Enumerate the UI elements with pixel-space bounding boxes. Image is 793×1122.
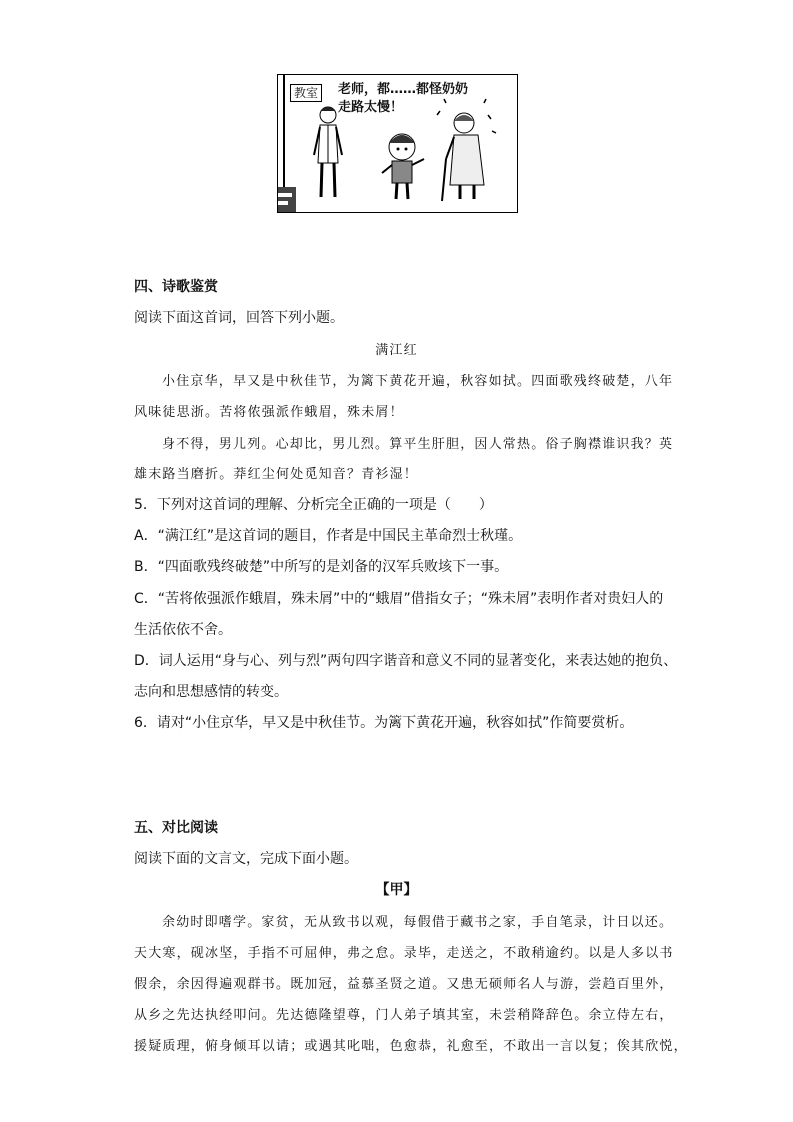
option-c: C．“苦将侬强派作蛾眉，殊未屑”中的“蛾眉”借指女子；“殊未屑”表明作者对贵妇人的	[134, 591, 664, 607]
option-d: D．词人运用“身与心、列与烈”两句四字谐音和意义不同的显著变化，来表达她的抱负、	[134, 653, 678, 669]
passage-line: 从乡之先达执经叩问。先达德隆望尊，门人弟子填其室，未尝稍降辞色。余立侍左右，	[134, 1008, 674, 1023]
option-d-continued: 志向和思想感情的转变。	[134, 684, 288, 700]
boy-figure	[382, 134, 424, 199]
speech-line: 老师，都……都怪奶奶	[338, 82, 469, 97]
passage-label: 【甲】	[375, 882, 418, 898]
classroom-sign: 教室	[290, 84, 322, 102]
option-c-continued: 生活依依不舍。	[134, 622, 232, 638]
poem-line: 雄末路当磨折。莽红尘何处觅知音？青衫湿！	[134, 467, 419, 482]
instruction-text: 阅读下面的文言文，完成下面小题。	[134, 851, 358, 867]
section-heading: 四、诗歌鉴赏	[134, 279, 218, 295]
poem-line: 身不得，男儿列。心却比，男儿烈。算平生肝胆，因人常热。俗子胸襟谁识我？英	[162, 437, 674, 452]
option-b: B．“四面歌残终破楚”中所写的是刘备的汉军兵败垓下一事。	[134, 559, 509, 575]
option-a: A．“满江红”是这首词的题目，作者是中国民主革命烈士秋瑾。	[134, 528, 523, 544]
instruction-text: 阅读下面这首词，回答下列小题。	[134, 310, 344, 326]
comic-illustration	[277, 74, 518, 213]
question-5: 5．下列对这首词的理解、分析完全正确的一项是（ ）	[134, 497, 493, 513]
speech-line: 走路太慢！	[338, 100, 404, 115]
passage-line: 天大寒，砚冰坚，手指不可屈伸，弗之怠。录毕，走送之，不敢稍逾约。以是人多以书	[134, 946, 674, 961]
teacher-figure	[314, 107, 342, 197]
passage-line: 余幼时即嗜学。家贫，无从致书以观，每假借于藏书之家，手自笔录，计日以还。	[162, 915, 674, 930]
question-6: 6．请对“小住京华，早又是中秋佳节。为篱下黄花开遍，秋容如拭”作简要赏析。	[134, 715, 634, 731]
poem-title: 满江红	[375, 343, 418, 358]
passage-line: 假余，余因得遍观群书。既加冠，益慕圣贤之道。又患无硕师名人与游，尝趋百里外，	[134, 977, 674, 992]
speech-bubble	[338, 81, 468, 117]
poem-line: 小住京华，早又是中秋佳节，为篱下黄花开遍，秋容如拭。四面歌残终破楚，八年	[162, 374, 674, 389]
poem-line: 风味徒思浙。苦将侬强派作蛾眉，殊未屑！	[134, 405, 404, 420]
passage-line: 援疑质理，俯身倾耳以请；或遇其叱咄，色愈恭，礼愈至，不敢出一言以复；俟其欣悦，	[134, 1039, 688, 1054]
section-heading: 五、对比阅读	[134, 820, 218, 836]
